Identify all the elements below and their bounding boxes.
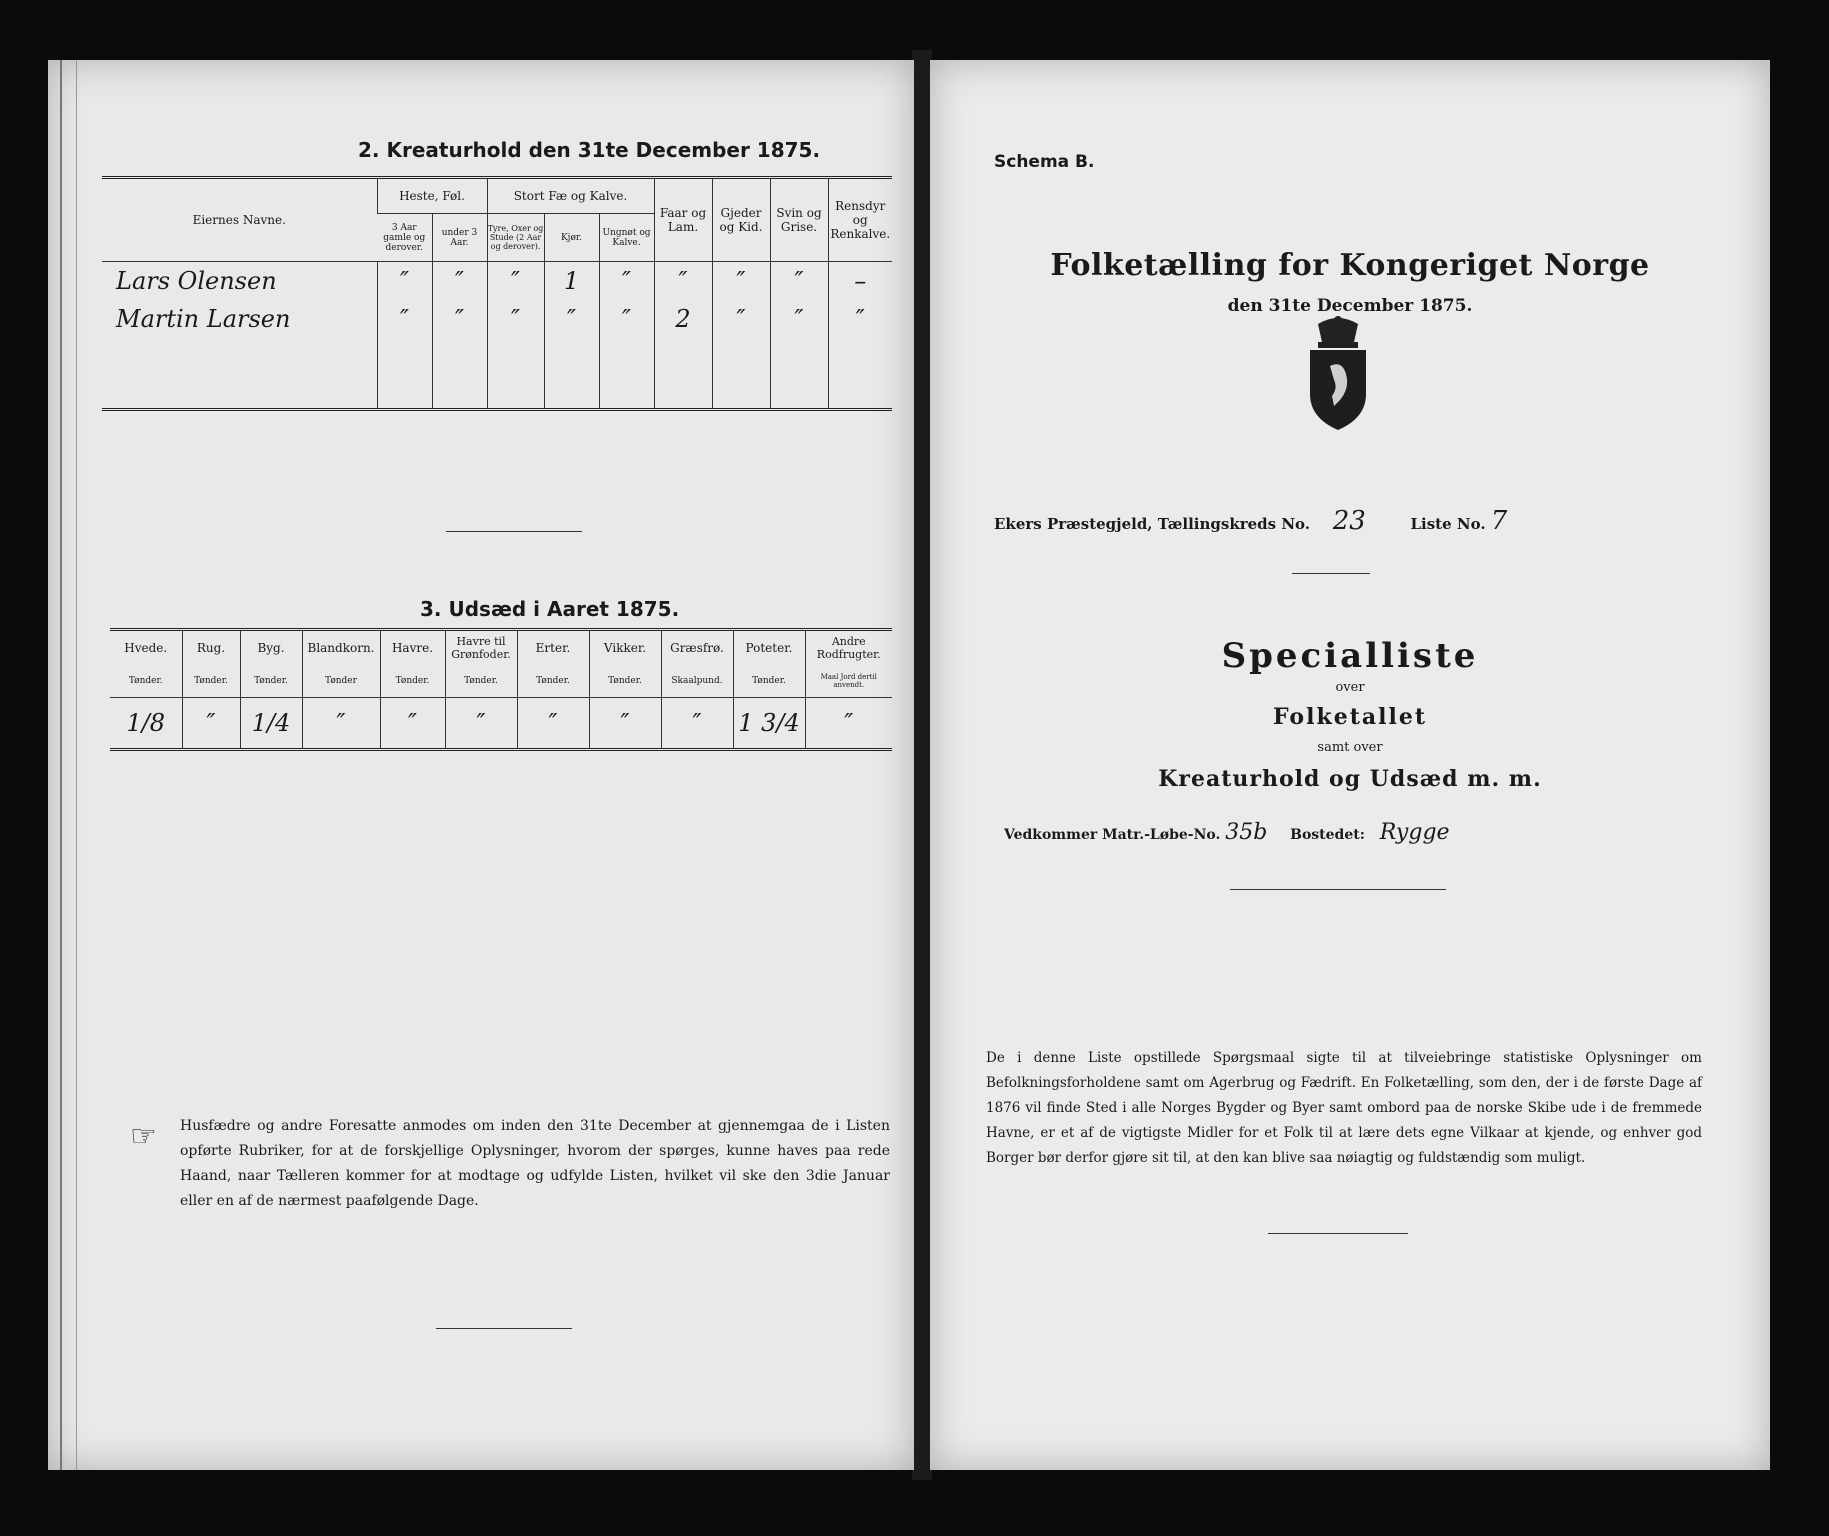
young-cattle-header: Ungnøt og Kalve.: [599, 214, 654, 262]
book-fold: [912, 50, 932, 1480]
bosted-label: Bostedet:: [1290, 827, 1365, 843]
unit-label: Tønder.: [517, 666, 589, 698]
cattle-group-header: Stort Fæ og Kalve.: [487, 178, 654, 214]
unit-label: Tønder: [302, 666, 380, 698]
cell: ″: [770, 300, 828, 338]
cell: ″: [487, 300, 544, 338]
seed-col-barley: Byg.: [240, 630, 302, 666]
seed-col-rye: Rug.: [182, 630, 240, 666]
seed-section-title: 3. Udsæd i Aaret 1875.: [420, 597, 680, 621]
cows-header: Kjør.: [544, 214, 599, 262]
cell: ″: [544, 300, 599, 338]
schema-label: Schema B.: [994, 152, 1095, 172]
unit-label: Skaalpund.: [661, 666, 733, 698]
cell: ″: [828, 300, 892, 338]
cell: ″: [599, 300, 654, 338]
cell: ″: [599, 262, 654, 300]
livestock-table: [102, 176, 892, 411]
owner-header: Eiernes Navne.: [192, 213, 286, 227]
instructions-note: Husfædre og andre Foresatte anmodes om inden den 31te December at gjennemgaa de i Listen opførte Rubriker, for at de forskjellige Oplysninger, hvorom der spørges, kunne haves paa rede Haand, naar Tælleren kommer for at modtage og udfylde Listen, hvilket vil ske den 3die Januar eller en af de nærmest paafølgende Dage.: [180, 1118, 890, 1209]
unit-label: Maal Jord dertil anvendt.: [805, 666, 892, 698]
cell: ″: [182, 698, 240, 750]
census-date: den 31te December 1875.: [1227, 296, 1473, 316]
divider: [446, 531, 582, 532]
cell: ″: [770, 262, 828, 300]
table-row: [102, 262, 892, 300]
unit-label: Tønder.: [589, 666, 661, 698]
table-row: [102, 338, 892, 374]
cell: ″: [432, 300, 487, 338]
table-row: [102, 300, 892, 338]
list-number: 7: [1490, 506, 1508, 536]
coat-of-arms-icon: [1288, 314, 1388, 438]
district-label: Tællingskreds No.: [1157, 515, 1311, 533]
matr-label: Vedkommer Matr.-Løbe-No.: [1004, 827, 1221, 843]
seed-col-roots: Andre Rodfrugter.: [805, 630, 892, 666]
seed-col-grass-seed: Græsfrø.: [661, 630, 733, 666]
cell: ″: [377, 300, 432, 338]
divider: [1268, 1233, 1408, 1234]
seed-col-peas: Erter.: [517, 630, 589, 666]
parish-label: Ekers Præstegjeld,: [994, 515, 1153, 533]
census-title: Folketælling for Kongeriget Norge: [1050, 248, 1650, 283]
unit-label: Tønder.: [240, 666, 302, 698]
seed-col-oats: Havre.: [380, 630, 445, 666]
district-number: 23: [1332, 506, 1366, 536]
livestock-section-title: 2. Kreaturhold den 31te December 1875.: [358, 138, 821, 162]
folketallet-label: Folketallet: [1273, 704, 1427, 730]
cell: ″: [654, 262, 712, 300]
owner-name: Martin Larsen: [116, 304, 291, 333]
cell: 1: [544, 262, 599, 300]
table-row: [110, 698, 892, 750]
cell: 1/8: [126, 709, 166, 737]
left-page: [48, 60, 914, 1470]
divider: [1292, 573, 1370, 574]
table-row: [102, 374, 892, 410]
matr-number: 35b: [1225, 820, 1268, 845]
seed-col-potatoes: Poteter.: [733, 630, 805, 666]
kreaturhold-label: Kreaturhold og Udsæd m. m.: [1158, 766, 1542, 792]
cell: ″: [432, 262, 487, 300]
list-label: Liste No.: [1410, 515, 1486, 533]
divider: [1230, 889, 1446, 890]
cell: –: [828, 262, 892, 300]
page-edge: [60, 60, 77, 1470]
location-line: [994, 506, 1507, 536]
cell: ″: [805, 698, 892, 750]
unit-label: Tønder.: [733, 666, 805, 698]
matr-line: [1004, 820, 1450, 845]
special-list-title: Specialliste: [1221, 636, 1479, 676]
cell: 1/4: [240, 698, 302, 750]
footer-note: De i denne Liste opstillede Spørgsmaal sigte til at tilveiebringe statistiske Oplysninger om Befolkningsforholdene samt om Agerbrug og Fædrift. En Folketælling, som den, der i de første Dage af 1876 vil finde Sted i alle Norges Bygder og Byer samt ombord paa de norske Skibe ude i de fremmede Havne, er et af de vigtigste Midler for et Folk til at lære dets egne Vilkaar at kjende, og enhver god Borger bør derfor gjøre sit til, at den kan blive saa nøiagtig og fuldstændig som muligt.: [986, 1050, 1702, 1166]
reindeer-header: Rensdyr og Renkalve.: [828, 178, 892, 262]
bosted-value: Rygge: [1379, 820, 1450, 845]
cell: ″: [712, 300, 770, 338]
right-page: [930, 60, 1770, 1470]
seed-col-vetch: Vikker.: [589, 630, 661, 666]
seed-table: [110, 628, 892, 751]
horses-group-header: Heste, Føl.: [377, 178, 487, 214]
cell: 2: [654, 300, 712, 338]
cell: ″: [487, 262, 544, 300]
cell: ″: [445, 698, 517, 750]
sheep-header: Faar og Lam.: [654, 178, 712, 262]
bulls-header: Tyre, Oxer og Stude (2 Aar og derover).: [487, 214, 544, 262]
unit-label: Tønder.: [445, 666, 517, 698]
cell: ″: [712, 262, 770, 300]
pigs-header: Svin og Grise.: [770, 178, 828, 262]
cell: ″: [380, 698, 445, 750]
cell: ″: [377, 262, 432, 300]
samt-over-label: samt over: [1317, 740, 1383, 755]
cell: ″: [589, 698, 661, 750]
seed-col-wheat: Hvede.: [124, 641, 168, 656]
horse-young-header: under 3 Aar.: [432, 214, 487, 262]
unit-label: Tønder.: [128, 676, 163, 687]
cell: ″: [302, 698, 380, 750]
seed-col-mixed: Blandkorn.: [302, 630, 380, 666]
cell: 1 3/4: [733, 698, 805, 750]
unit-label: Tønder.: [182, 666, 240, 698]
owner-name: Lars Olensen: [116, 266, 277, 295]
pointing-hand-icon: ☞: [130, 1119, 157, 1154]
cell: ″: [661, 698, 733, 750]
unit-label: Tønder.: [380, 666, 445, 698]
divider: [436, 1328, 572, 1329]
seed-col-green-oats: Havre til Grønfoder.: [445, 630, 517, 666]
goats-header: Gjeder og Kid.: [712, 178, 770, 262]
cell: ″: [517, 698, 589, 750]
horse-old-header: 3 Aar gamle og derover.: [377, 214, 432, 262]
over-label: over: [1335, 680, 1365, 695]
